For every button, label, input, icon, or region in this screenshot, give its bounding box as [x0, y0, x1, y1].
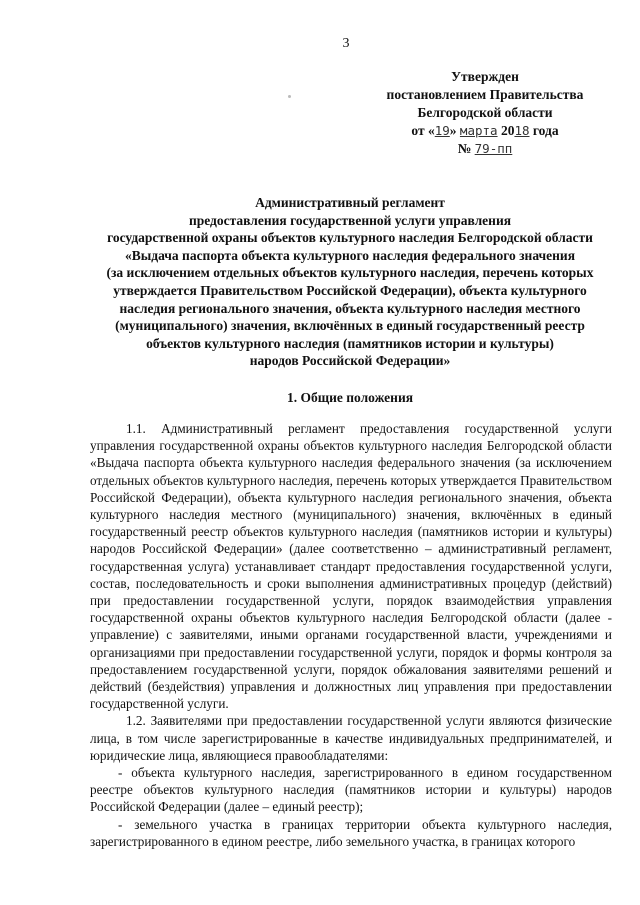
body-text	[90, 420, 612, 850]
approval-number-prefix: №	[457, 141, 472, 156]
approval-number	[360, 140, 610, 158]
approval-stamp	[360, 68, 610, 158]
approval-number-value: 79-пп	[474, 141, 513, 156]
approval-day-close: »	[449, 123, 457, 138]
list-item: - земельного участка в границах территории объекта культурного наследия, зарегистрированного в едином реестре, либо земельного участка, в границах которого	[90, 816, 612, 849]
list-item: - объекта культурного наследия, зарегистрированного в едином государственном реестре объектов культурного наследия (памятников истории и культуры) народов Российской Федерации (далее – единый реестр);	[90, 765, 612, 815]
document-title	[70, 194, 630, 370]
page-number: 3	[342, 36, 350, 51]
approval-line-2: постановлением Правительства	[386, 87, 584, 102]
title-line: (муниципального) значения, включённых в единый государственный реестр	[115, 318, 585, 334]
title-line: «Выдача паспорта объекта культурного наследия федерального значения	[124, 247, 576, 263]
approval-date-prefix: от «	[411, 123, 435, 138]
title-line: государственной охраны объектов культурного наследия Белгородской области	[107, 230, 593, 246]
approval-day: 19	[434, 123, 450, 138]
title-line: (за исключением отдельных объектов культурного наследия, перечень которых	[106, 265, 594, 281]
scan-speck	[288, 95, 291, 98]
title-line: объектов культурного наследия (памятников истории и культуры)	[146, 335, 554, 351]
approval-year-prefix: 20	[500, 123, 515, 138]
approval-year-suffix: года	[532, 123, 559, 138]
approval-line-3: Белгородской области	[417, 105, 553, 120]
approval-date	[360, 122, 610, 140]
title-line: Административный регламент	[255, 195, 445, 210]
title-line: утверждается Правительством Российской Федерации), объекта культурного	[113, 282, 587, 298]
approval-line-1: Утвержден	[451, 69, 519, 84]
section-heading: 1. Общие положения	[286, 390, 414, 405]
title-line: наследия регионального значения, объекта культурного наследия местного	[119, 300, 581, 316]
paragraph: 1.1. Административный регламент предоставления государственной услуги управления государственной охраны объектов культурного наследия Белгородской области «Выдача паспорта объекта культурного наследия федерального значения (за исключением отдельных объектов культурного наследия, перечень которых утверждается Правительством Российской Федерации), объекта культурного наследия регионального значения, объекта культурного наследия местного (муниципального) значения, включённых в единый государственный реестр объектов культурного наследия (памятников истории и культуры) народов Российской Федерации» (далее соответственно – административный регламент, государственная услуга) устанавливает стандарт предоставления государственной услуги, состав, последовательность и сроки выполнения административных процедур (действий) при предоставлении государственной услуги, порядок взаимодействия управления государственной охраны объектов культурного наследия Белгородской области (далее - управление) с заявителями, иными органами государственной власти, учреждениями и организациями при предоставлении государственной услуги, порядок и формы контроля за предоставлением государственной услуги, порядок обжалования заявителями решений и действий (бездействия) управления и должностных лиц управления при предоставлении государственной услуги.	[90, 421, 612, 712]
paragraph: 1.2. Заявителями при предоставлении государственной услуги являются физические лица, в том числе зарегистрированные в качестве индивидуальных предпринимателей, и юридические лица, являющиеся правообладателями:	[90, 713, 612, 763]
title-line: народов Российской Федерации»	[249, 353, 451, 369]
title-line: предоставления государственной услуги управления	[188, 212, 512, 228]
approval-month: марта	[459, 123, 498, 138]
approval-year: 18	[514, 123, 530, 138]
